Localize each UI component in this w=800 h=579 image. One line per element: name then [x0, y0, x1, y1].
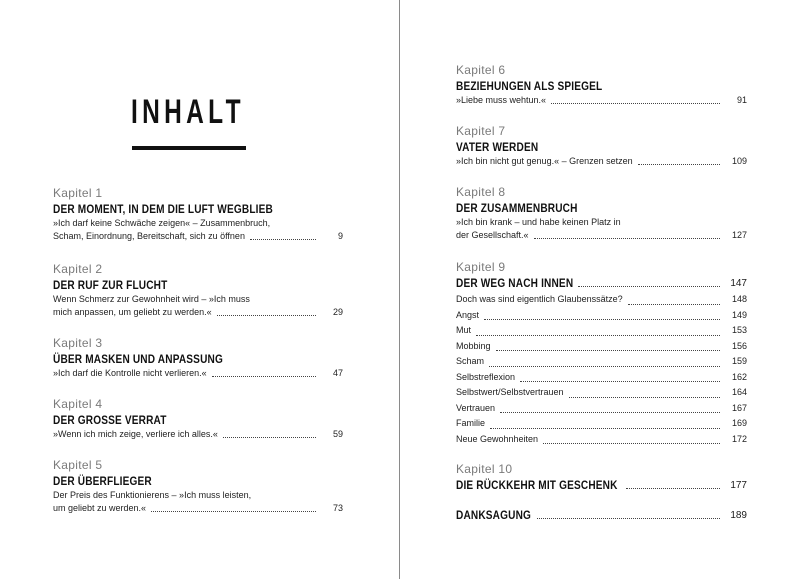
page-number: 167	[731, 402, 747, 413]
section-label: Selbstwert/Selbstvertrauen	[456, 387, 564, 397]
chapter-number: Kapitel 3	[53, 336, 103, 350]
chapter-number: Kapitel 4	[53, 397, 103, 411]
section-label: Mobbing	[456, 340, 491, 351]
chapter-title: BEZIEHUNGEN ALS SPIEGEL	[456, 79, 603, 93]
page-number: 189	[730, 510, 747, 521]
page-number: 29	[332, 307, 343, 317]
page-number: 162	[731, 371, 747, 382]
section-list	[456, 292, 747, 447]
dot-leader	[496, 350, 720, 351]
chapter-5[interactable]	[53, 458, 343, 515]
chapter-10[interactable]	[456, 462, 747, 493]
chapter-entry	[53, 367, 343, 380]
section-entry[interactable]	[456, 370, 747, 386]
page-number: 109	[731, 156, 747, 166]
dot-leader	[490, 428, 720, 429]
heading-rule	[132, 146, 246, 150]
chapter-subtitle-line: der Gesellschaft.«	[456, 230, 529, 240]
page-number: 153	[731, 325, 747, 335]
page-number: 9	[337, 231, 343, 241]
chapter-number: Kapitel 6	[456, 63, 506, 77]
chapter-subtitle-line: »Wenn ich mich zeige, verliere ich alles.«	[53, 429, 218, 439]
dot-leader	[151, 511, 316, 512]
chapter-6[interactable]	[456, 63, 747, 107]
dot-leader	[537, 518, 720, 519]
dot-leader	[626, 488, 720, 489]
page-number: 73	[332, 503, 343, 513]
section-label: Mut	[456, 325, 472, 335]
section-label: Selbstreflexion	[456, 371, 516, 382]
chapter-subtitle-line: »Ich bin krank – und habe keinen Platz in	[456, 217, 621, 227]
section-entry[interactable]	[456, 401, 747, 417]
chapter-entry	[53, 428, 343, 441]
section-label: Familie	[456, 418, 486, 428]
section-entry[interactable]	[456, 432, 747, 448]
chapter-subtitle-line: mich anpassen, um geliebt zu werden.«	[53, 307, 212, 317]
section-entry[interactable]	[456, 308, 747, 324]
chapter-title: DER GROSSE VERRAT	[53, 413, 167, 427]
page-number: 164	[731, 387, 747, 397]
chapter-title: VATER WERDEN	[456, 140, 539, 154]
chapter-title: DANKSAGUNG	[456, 508, 532, 522]
chapter-subtitle-line: »Ich darf die Kontrolle nicht verlieren.«	[53, 368, 207, 378]
chapter-subtitle-line: »Ich bin nicht gut genug.« – Grenzen setzen	[456, 156, 633, 166]
chapter-entry	[53, 502, 343, 515]
dot-leader	[628, 304, 720, 305]
chapter-subtitle-line: »Liebe muss wehtun.«	[456, 95, 547, 105]
chapter-title-row	[456, 508, 747, 523]
chapter-subtitle-line: »Ich darf keine Schwäche zeigen« – Zusammenbruch,	[53, 218, 271, 228]
dot-leader	[217, 315, 316, 316]
chapter-title: DER RUF ZUR FLUCHT	[53, 278, 168, 292]
chapter-3[interactable]	[53, 336, 343, 380]
chapter-entry	[53, 230, 343, 243]
dot-leader	[543, 443, 720, 444]
chapter-entry	[53, 306, 343, 319]
page-number: 149	[731, 309, 747, 320]
chapter-subtitle-line: Wenn Schmerz zur Gewohnheit wird – »Ich muss	[53, 294, 250, 304]
section-label: Scham	[456, 356, 485, 366]
chapter-title: DER ÜBERFLIEGER	[53, 474, 152, 488]
chapter-title: DER MOMENT, IN DEM DIE LUFT WEGBLIEB	[53, 202, 273, 216]
page-number: 91	[736, 95, 747, 105]
dot-leader	[500, 412, 720, 413]
page-number: 169	[731, 418, 747, 428]
chapter-number: Kapitel 10	[456, 462, 513, 476]
dot-leader	[551, 103, 720, 104]
chapter-number: Kapitel 2	[53, 262, 103, 276]
dot-leader	[484, 319, 720, 320]
chapter-entry	[456, 155, 747, 168]
page-number: 59	[332, 429, 343, 439]
chapter-9[interactable]	[456, 260, 747, 447]
chapter-1[interactable]	[53, 186, 343, 243]
chapter-entry	[456, 229, 747, 242]
toc-heading: INHALT	[131, 93, 245, 131]
section-entry[interactable]	[456, 385, 747, 401]
dot-leader	[223, 437, 316, 438]
page-number: 47	[332, 368, 343, 378]
section-entry[interactable]	[456, 292, 747, 308]
acknowledgements[interactable]	[456, 506, 747, 523]
chapter-number: Kapitel 7	[456, 124, 506, 138]
dot-leader	[569, 397, 720, 398]
page-number: 127	[731, 230, 747, 240]
section-entry[interactable]	[456, 354, 747, 370]
dot-leader	[638, 164, 720, 165]
book-gutter	[399, 0, 400, 579]
page-number: 148	[731, 294, 747, 304]
chapter-title: DIE RÜCKKEHR MIT GESCHENK	[456, 478, 618, 492]
dot-leader	[534, 238, 720, 239]
chapter-title: DER WEG NACH INNEN	[456, 276, 574, 290]
dot-leader	[212, 376, 316, 377]
chapter-title-row	[456, 478, 747, 493]
page-number: 177	[730, 480, 747, 491]
page-number: 159	[731, 356, 747, 366]
chapter-subtitle-line: Scham, Einordnung, Bereitschaft, sich zu öffnen	[53, 231, 245, 241]
dot-leader	[489, 366, 720, 367]
chapter-title-row	[456, 276, 747, 291]
chapter-7[interactable]	[456, 124, 747, 168]
section-label: Vertrauen	[456, 402, 496, 413]
chapter-title: DER ZUSAMMENBRUCH	[456, 201, 578, 215]
dot-leader	[250, 239, 316, 240]
section-label: Angst	[456, 309, 480, 320]
section-label: Neue Gewohnheiten	[456, 433, 539, 444]
dot-leader	[476, 335, 720, 336]
section-entry[interactable]	[456, 416, 747, 432]
chapter-number: Kapitel 9	[456, 260, 506, 274]
section-entry[interactable]	[456, 339, 747, 355]
page-number: 147	[730, 278, 747, 289]
section-label: Doch was sind eigentlich Glaubenssätze?	[456, 294, 623, 304]
chapter-4[interactable]	[53, 397, 343, 441]
chapter-number: Kapitel 8	[456, 185, 506, 199]
chapter-entry	[456, 94, 747, 107]
chapter-title: ÜBER MASKEN UND ANPASSUNG	[53, 352, 223, 366]
page-number: 172	[731, 433, 747, 444]
chapter-number: Kapitel 5	[53, 458, 103, 472]
dot-leader	[520, 381, 720, 382]
dot-leader	[578, 286, 720, 287]
page-number: 156	[731, 340, 747, 351]
chapter-subtitle-line: Der Preis des Funktionierens – »Ich muss leisten,	[53, 490, 252, 500]
chapter-2[interactable]	[53, 262, 343, 319]
section-entry[interactable]	[456, 323, 747, 339]
chapter-8[interactable]	[456, 185, 747, 242]
chapter-subtitle-line: um geliebt zu werden.«	[53, 503, 147, 513]
chapter-number: Kapitel 1	[53, 186, 103, 200]
